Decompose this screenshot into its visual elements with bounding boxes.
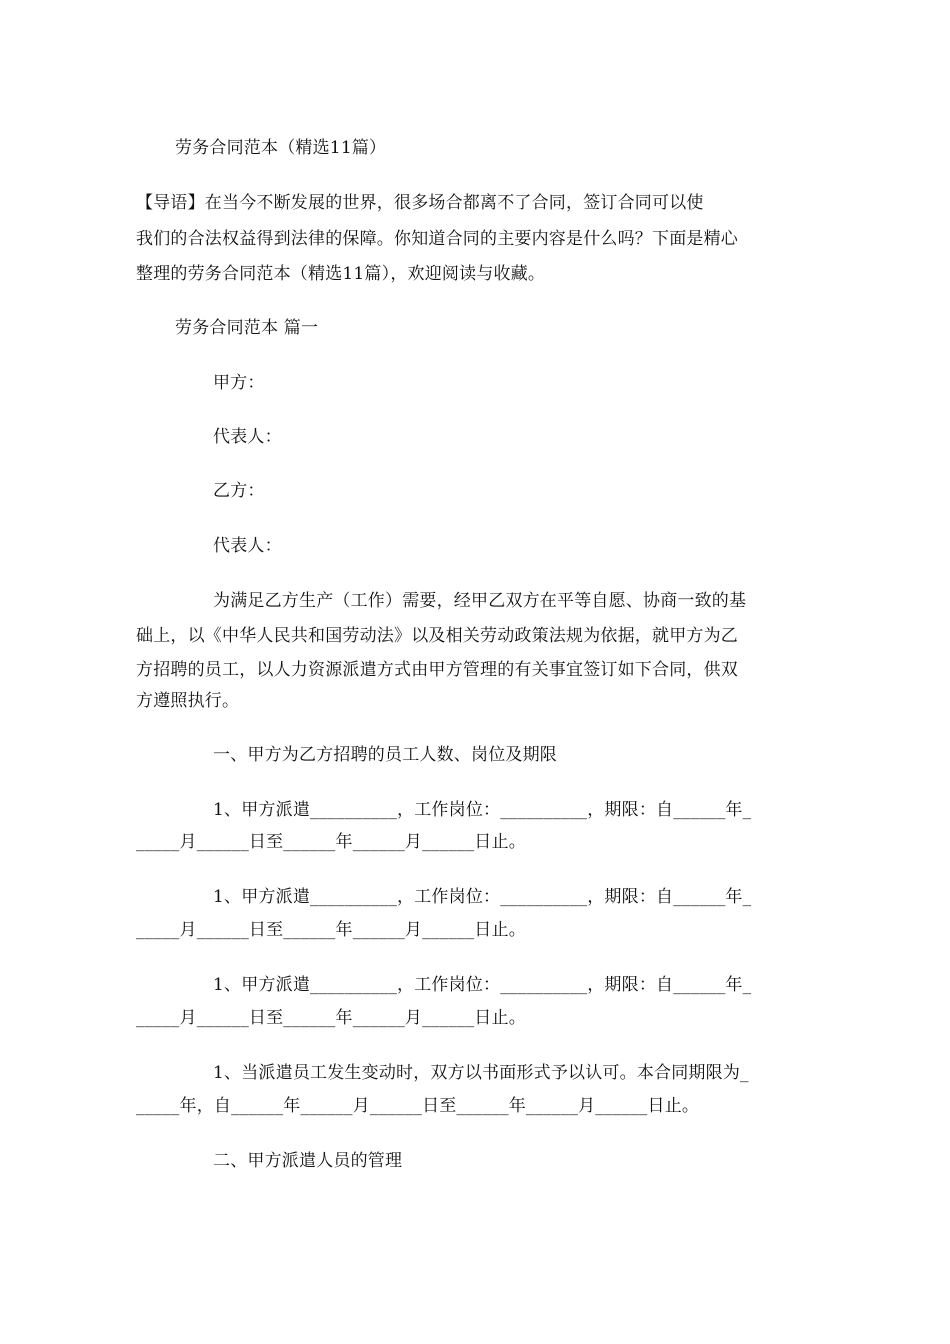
preamble-line-4: 方遵照执行。	[136, 691, 240, 711]
rep-a-label: 代表人：	[213, 427, 282, 447]
intro-line-1: 【导语】在当今不断发展的世界，很多场合都离不了合同，签订合同可以使	[136, 193, 704, 213]
intro-line-3: 整理的劳务合同范本（精选11篇），欢迎阅读与收藏。	[136, 264, 546, 284]
clause-1-change-line-2: _____年，自______年______月______日至______年______月______日止。	[136, 1096, 700, 1116]
party-a-label: 甲方：	[213, 373, 265, 393]
clause-1-item-line-1: 1、甲方派遣__________，工作岗位：__________，期限：自______年_	[213, 975, 752, 995]
rep-b-label: 代表人：	[213, 536, 282, 556]
section-heading-1: 劳务合同范本 篇一	[175, 318, 319, 338]
intro-line-2: 我们的合法权益得到法律的保障。你知道合同的主要内容是什么吗？下面是精心	[136, 229, 738, 249]
clause-1-item-line-2: _____月______日至______年______月______日止。	[136, 920, 526, 940]
clause-1-change-line-1: 1、当派遣员工发生变动时，双方以书面形式予以认可。本合同期限为_	[213, 1063, 749, 1083]
clause-1-item-line-1: 1、甲方派遣__________，工作岗位：__________，期限：自______年_	[213, 887, 752, 907]
preamble-line-2: 础上，以《中华人民共和国劳动法》以及相关劳动政策法规为依据，就甲方为乙	[136, 626, 738, 646]
preamble-line-1: 为满足乙方生产（工作）需要，经甲乙双方在平等自愿、协商一致的基	[213, 591, 747, 611]
preamble-line-3: 方招聘的员工，以人力资源派遣方式由甲方管理的有关事宜签订如下合同，供双	[136, 660, 738, 680]
clause-1-item-line-2: _____月______日至______年______月______日止。	[136, 832, 526, 852]
clause-1-item-line-1: 1、甲方派遣__________，工作岗位：__________，期限：自______年_	[213, 800, 752, 820]
clause-1-item-line-2: _____月______日至______年______月______日止。	[136, 1008, 526, 1028]
clause-1-heading: 一、甲方为乙方招聘的员工人数、岗位及期限	[213, 745, 557, 765]
document-title: 劳务合同范本（精选11篇）	[175, 138, 387, 158]
clause-2-heading: 二、甲方派遣人员的管理	[213, 1151, 403, 1171]
party-b-label: 乙方：	[213, 481, 265, 501]
